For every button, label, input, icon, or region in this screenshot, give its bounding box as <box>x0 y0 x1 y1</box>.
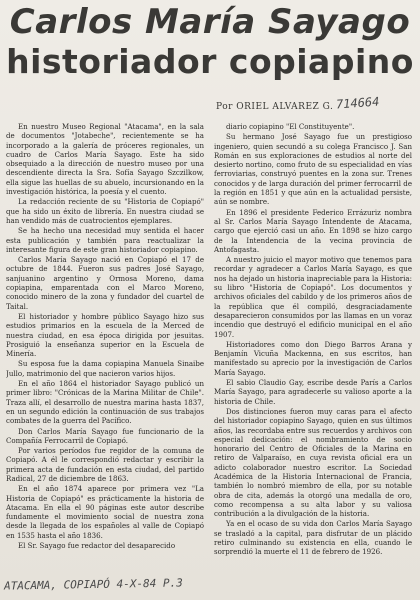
paragraph: Su esposa fue la dama copiapina Manuela Sinaibe Jullo, matrimonio del que nacieron varios hijos. <box>6 359 204 378</box>
byline: Por ORIEL ALVAREZ G. <box>216 102 334 112</box>
paragraph: diario copiapino "El Constituyente". <box>226 122 355 131</box>
paragraph: Carlos María Sayago nació en Copiapó el 17 de octubre de 1844. Fueron sus padres José Sayago, sanjuanino argentino y Ormosa Moreno, dama copiapina, emparentada con el Marco Moreno, conocido minero de la zona y fundador del cuartel de Taital. <box>6 255 204 311</box>
paragraph: Dos distinciones fueron muy caras para el afecto del historiador copiapino Sayago, quien en sus últimos años, las recordaba entre sus recuerdos y archivos con especial dedicación: el nombramiento de socio honorario del Centro de Oficiales de la Marina en retiro de Valparaíso, en cuya revista oficial era un adicto colaborador nuestro escritor. La Sociedad Académica de la Historia Internacional de Francia, también lo nombró miembro de ella, por su notable obra de cita, además la otorgó una medalla de oro, como recompensa a su alta labor y su valiosa contribución a la divulgación de la historia. <box>214 406 412 519</box>
handwritten-source-note: ATACAMA, COPIAPÓ 4-X-84 P.3 <box>3 576 183 593</box>
paragraph: En nuestro Museo Regional "Atacama", en la sala de documentos "Jotabeche", recientemente se ha incorporado a la galería de próceres regionales, un cuadro de Carlos María Sayago. Este ha sido obsequiado a la dirección de nuestro museo por una descendiente directa la Sra. Sofía Sayago Szczilkow, ella sigue las huellas de su abuelo, incursionando en la investigación histórica, la poesía y el cuento. <box>6 122 204 197</box>
paragraph: Don Carlos María Sayago fue funcionario de la Compañía Ferrocarril de Copiapó. <box>6 426 204 445</box>
paragraph: El historiador y hombre público Sayago hizo sus estudios primarios en la escuela de la Merced de nuestra ciudad, en esa época dirigida por jesuitas. Prosiguió la enseñanza superior en la Escuela de Minería. <box>6 311 204 359</box>
paragraph: Historiadores como don Diego Barros Arana y Benjamín Vicuña Mackenna, en sus escritos, han manifestado su aprecio por la investigación de Carlos María Sayago. <box>214 339 412 377</box>
paragraph: En 1896 el presidente Federico Errázuriz nombra al Sr. Carlos María Sayago Intendente de Atacama, cargo que ejerció casi un año. En 1898 se hizo cargo de la Intendencia de la vecina provincia de Antofagasta. <box>214 207 412 254</box>
paragraph: En el año 1874 aparece por primera vez "La Historia de Copiapó" es prácticamente la historia de Atacama. En ella el 90 páginas este autor describe fundamente el movimiento social de nuestra zona desde la llegada de los españoles al valle de Copiapó en 1535 hasta el año 1836. <box>6 484 204 540</box>
article-column-right <box>214 122 412 574</box>
paragraph: La redacción reciente de su "Historia de Copiapó" que ha sido un éxito de librería. En nuestra ciudad se han vendido más de cuatrocientos ejemplares. <box>6 197 204 225</box>
paragraph: A nuestro juicio el mayor motivo que tenemos para recordar y agradecer a Carlos María Sayago, es que nos ha dejado un historia inapreciable para la Historia: su libro "Historia de Copiapó". Los documentos y archivos oficiales del cabildo y de los primeros años de la república que él compiló, desgraciadamente desaparecieron consumidos por las llamas en un voraz incendio que destruyó el edificio municipal en el año 1907. <box>214 255 412 339</box>
paragraph: Por varios períodos fue regidor de la comuna de Copiapó. A él le correspondió redactar y escribir la primera acta de fundación en esta ciudad, del partido Radical, 27 de diciembre de 1863. <box>6 446 204 483</box>
paragraph: Ya en el ocaso de su vida don Carlos María Sayago se trasladó a la capital, para disfrutar de un plácido retiro culminando su existencia en ella, cuando le sorprendió la muerte el 11 de febrero de 1926. <box>214 519 412 557</box>
paragraph: El sabio Claudio Gay, escribe desde París a Carlos María Sayago, para agradecerle su valioso aporte a la historia de Chile. <box>214 378 412 406</box>
paragraph: Su hermano José Sayago fue un prestigioso ingeniero, quien secundó a su colega Francisco J. San Román en sus exploraciones de estudios al norte del desierto nortino, como fruto de su especialidad en vías ferroviarias, construyó puentes en la zona sur. Trenes conocidos y de larga duración del primer ferrocarril de la región en 1851 y que aún en la actualidad persiste, aún se nombre. <box>214 132 412 207</box>
paragraph: Se ha hecho una necesidad muy sentida el hacer esta publicación y también para reactualizar la interesante figura de este gran historiador copiapino. <box>6 226 204 254</box>
headline-line-2: historiador copiapino <box>6 42 414 81</box>
article-column-left <box>6 122 204 574</box>
paragraph: El Sr. Sayago fue redactor del desaparecido <box>18 541 176 551</box>
headline-line-1: Carlos María Sayago <box>9 2 411 42</box>
handwritten-archive-id: 714664 <box>335 94 380 112</box>
paragraph: En el año 1864 el historiador Sayago publicó un primer libro: "Crónicas de la Marina Militar de Chile". Traza allí, el desarrollo de nuestra marina hasta 1837, en un segundo edición la continuación de sus trabajos combates de la guerra del Pacífico. <box>6 379 204 426</box>
